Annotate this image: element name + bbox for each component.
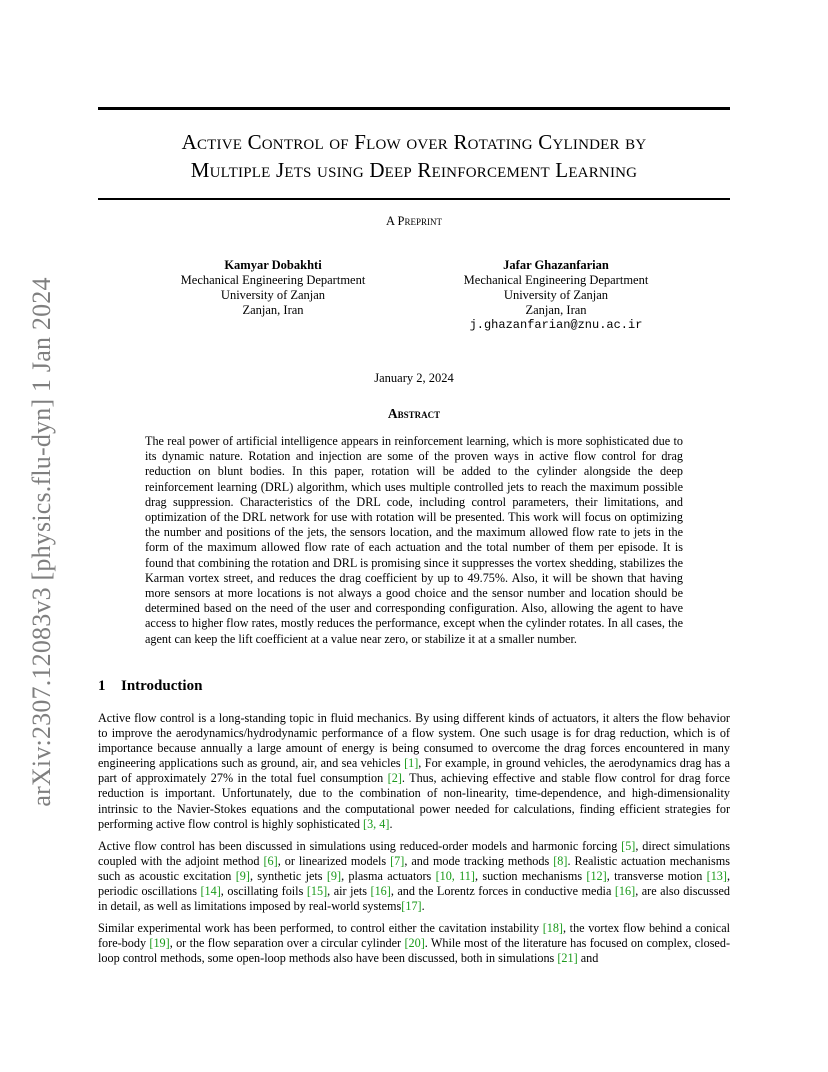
abstract-heading: Abstract: [387, 406, 441, 421]
author-block-2: [426, 258, 686, 333]
title-top-rule: [98, 107, 730, 110]
abstract-text: The real power of artificial intelligence appears in reinforcement learning, which is more sophisticated due to its dynamic nature. Rotation and injection are some of the proven ways in active flow control for drag reduction on blunt bodies. In this paper, rotation will be added to the cylinder alongside the deep reinforcement learning (DRL) algorithm, which uses multiple controlled jets to reach the maximum possible drag suppression. Characteristics of the DRL code, including control parameters, their limitations, and optimization of the DRL network for use with rotation will be presented. This work will focus on optimizing the number and positions of the jets, the sensors location, and the maximum allowed flow rate to jets in the form of the maximum allowed flow rate of each actuation and the total number of them per episode. It is found that combining the rotation and DRL is promising since it suppresses the vortex shedding, stabilizes the Karman vortex street, and reduces the drag coefficient by up to 49.75%. Also, it will be shown that having more sensors at more locations is not always a good choice and the sensor number and location should be determined based on the need of the user and corresponding configuration. Also, allowing the agent to have access to higher flow rates, mostly reduces the performance, except when the cylinder rotates. In all cases, the agent can keep the lift coefficient at a value near zero, or stabilize it at a smaller number.: [145, 434, 683, 646]
citation-link[interactable]: [13]: [706, 868, 727, 883]
body-text-segment: , oscillating foils: [220, 884, 307, 899]
citation-link[interactable]: [16]: [370, 884, 391, 899]
citation-link[interactable]: [6]: [263, 853, 278, 868]
body-text-segment: and: [577, 951, 599, 966]
citation-link[interactable]: [12]: [586, 868, 607, 883]
author-location: Zanjan, Iran: [242, 303, 304, 317]
citation-link[interactable]: [9]: [326, 868, 342, 883]
body-text-segment: , direct simulations coupled with the adjoint method: [98, 838, 730, 868]
body-text-segment: Similar experimental work has been performed, to control either the cavitation instability: [98, 921, 543, 936]
paper-title-line-2: Multiple Jets using Deep Reinforcement Learning: [190, 158, 638, 182]
body-text-segment: , plasma actuators: [341, 868, 436, 883]
body-text-segment: . Realistic actuation mechanisms such as acoustic excitation: [98, 853, 731, 883]
author-location: Zanjan, Iran: [525, 303, 587, 317]
author-university: University of Zanjan: [503, 288, 609, 302]
body-text-segment: . While most of the literature has focused on complex, closed-loop control methods, some open-loop methods also have been discussed, both in simulations: [98, 936, 730, 966]
author-email[interactable]: j.ghazanfarian@znu.ac.ir: [469, 318, 643, 332]
arxiv-stamp-text: arXiv:2307.12083v3 [physics.flu-dyn] 1 Jan 2024: [27, 277, 56, 807]
body-text-segment: , For example, in ground vehicles, the aerodynamics drag has a part of approximately 27% in the total fuel consumption: [98, 756, 730, 786]
body-text-segment: , or linearized models: [277, 853, 391, 868]
paper-title: [98, 128, 730, 184]
body-text-segment: .: [389, 816, 393, 831]
citation-link[interactable]: [10, 11]: [435, 868, 475, 883]
body-text-segment: , periodic oscillations: [98, 868, 730, 899]
body-text-segment: , transverse motion: [606, 868, 707, 883]
body-paragraph: [98, 921, 730, 966]
citation-link[interactable]: [17]: [401, 899, 422, 914]
section-title: Introduction: [121, 678, 203, 694]
body-text-segment: , and mode tracking methods: [404, 853, 554, 868]
citation-link[interactable]: [14]: [200, 884, 221, 899]
citation-link[interactable]: [16]: [614, 884, 636, 899]
body-text-segment: , and the Lorentz forces in conductive media: [390, 884, 615, 899]
citation-link[interactable]: [5]: [621, 838, 636, 853]
author-name: Jafar Ghazanfarian: [503, 258, 609, 272]
citation-link[interactable]: [15]: [306, 884, 328, 899]
citation-link[interactable]: [9]: [235, 868, 250, 883]
preprint-label: A Preprint: [386, 214, 442, 228]
section-heading: [98, 678, 202, 695]
title-bottom-rule: [98, 198, 730, 200]
body-paragraph: [98, 839, 730, 914]
citation-link[interactable]: [19]: [149, 936, 170, 951]
citation-link[interactable]: [7]: [390, 853, 405, 868]
body-text-segment: , air jets: [327, 884, 371, 899]
body-paragraph: [98, 711, 730, 832]
author-name: Kamyar Dobakhti: [224, 258, 322, 272]
author-block-1: [143, 258, 403, 318]
citation-link[interactable]: [18]: [542, 921, 563, 936]
body-text-segment: Active flow control has been discussed in simulations using reduced-order models and harmonic forcing: [98, 838, 622, 853]
arxiv-stamp: [0, 0, 70, 1072]
citation-link[interactable]: [21]: [557, 951, 578, 966]
citation-link[interactable]: [2]: [387, 771, 402, 786]
citation-link[interactable]: [8]: [553, 853, 568, 868]
citation-link[interactable]: [20]: [404, 936, 425, 951]
paper-date: January 2, 2024: [374, 371, 454, 385]
citation-link[interactable]: [1]: [404, 756, 419, 771]
section-number: 1: [98, 678, 106, 694]
introduction-body: [98, 711, 730, 974]
body-text-segment: Active flow control is a long-standing topic in fluid mechanics. By using different kinds of actuators, it alters the flow behavior to improve the aerodynamics/hydrodynamic performance of a flow system. One such usage is for drag reduction, which is of importance because annually a large amount of energy is being consumed to overcome the drag forces encountered in many engineering applications such as ground, air, and sea vehicles: [98, 711, 730, 771]
paper-title-line-1: Active Control of Flow over Rotating Cylinder by: [181, 130, 647, 154]
body-text-segment: , suction mechanisms: [474, 868, 587, 883]
body-text-segment: , the vortex flow behind a conical fore-body: [98, 921, 730, 951]
author-department: Mechanical Engineering Department: [180, 273, 366, 287]
body-text-segment: .: [421, 899, 425, 914]
body-text-segment: , are also discussed in detail, as well as limitations imposed by real-world systems: [98, 884, 730, 914]
author-university: University of Zanjan: [220, 288, 326, 302]
body-text-segment: . Thus, achieving effective and stable flow control for drag force reduction is important. Unfortunately, due to the combination of non-linearity, time-dependence, and high-dimensionality intrinsic to the Navier-Stokes equations and the computational power needed for calculations, finding efficient strategies for performing active flow control is highly sophisticated: [98, 771, 731, 831]
citation-link[interactable]: [3, 4]: [363, 816, 390, 831]
author-department: Mechanical Engineering Department: [463, 273, 649, 287]
body-text-segment: , or the flow separation over a circular cylinder: [169, 936, 405, 951]
body-text-segment: , synthetic jets: [249, 868, 327, 883]
